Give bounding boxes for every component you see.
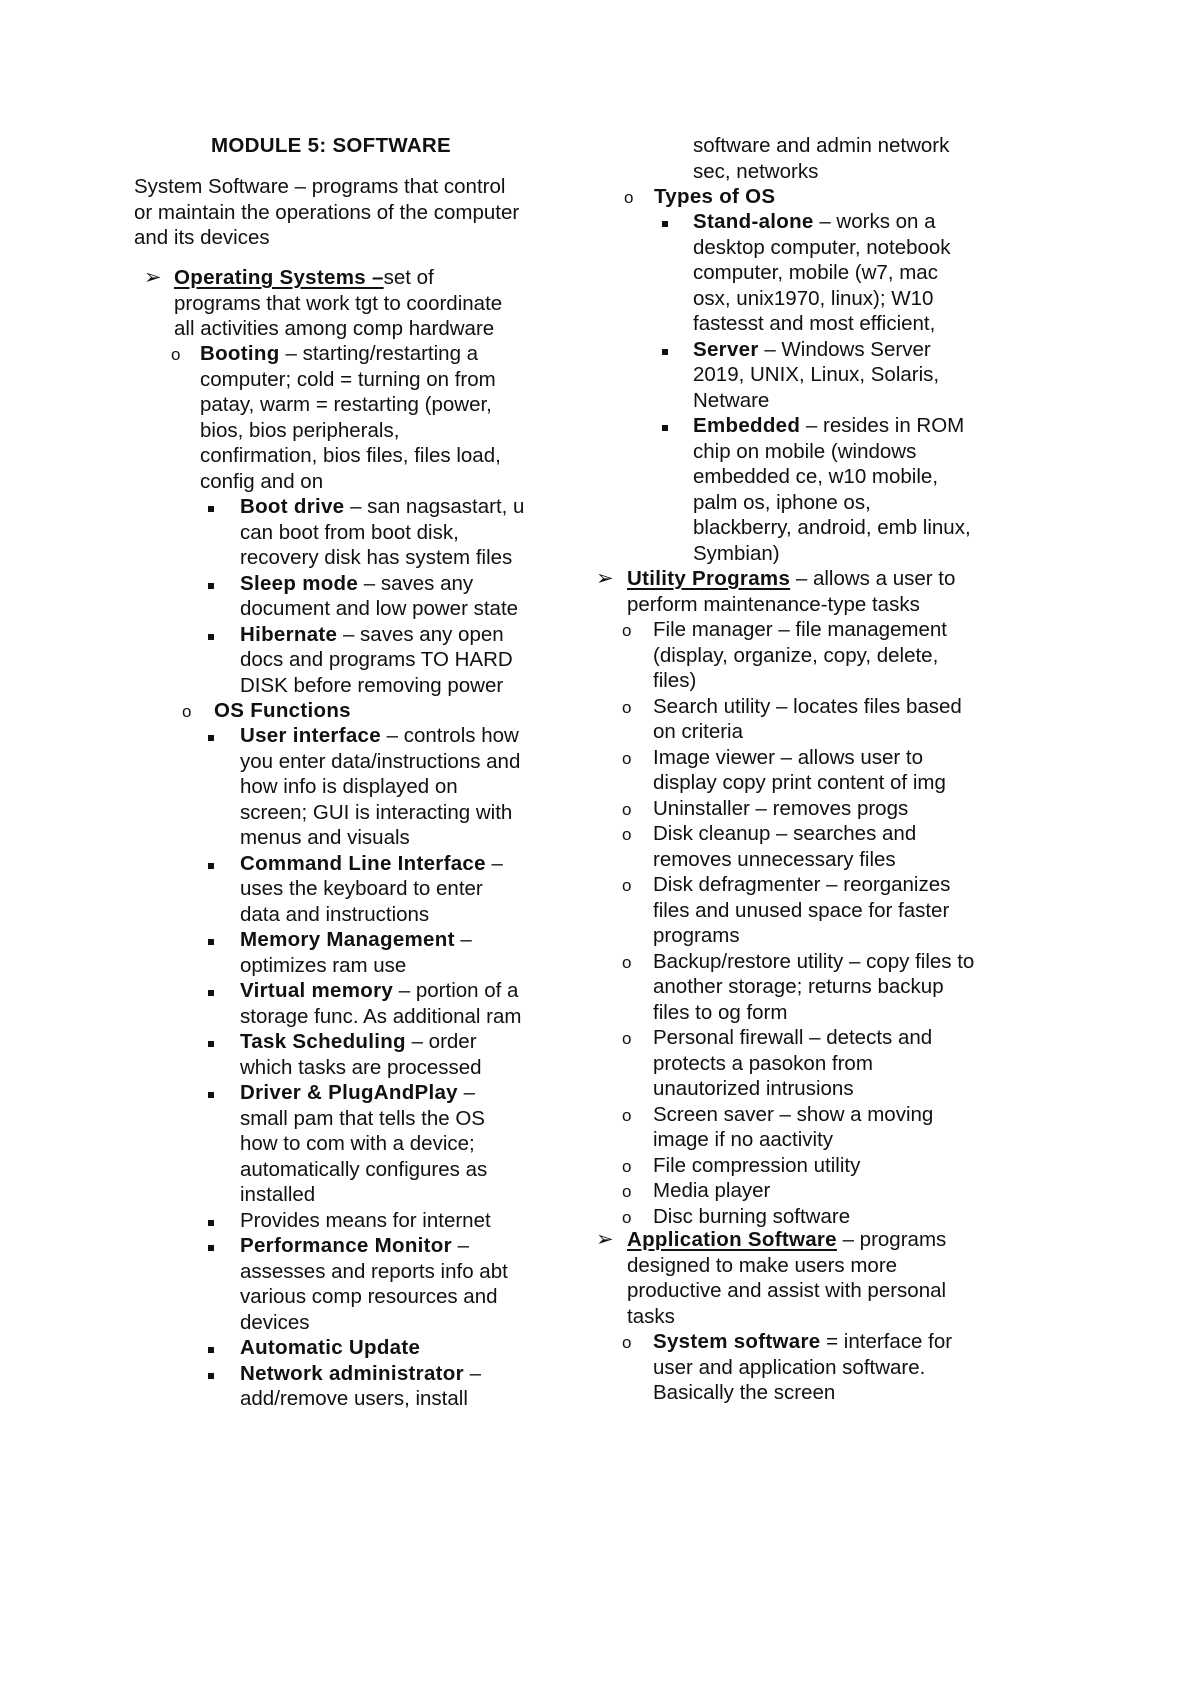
square-bullet-icon bbox=[208, 580, 214, 589]
square-bullet-icon bbox=[208, 987, 214, 996]
utility-item-line bbox=[653, 769, 946, 797]
entry-text: bios, bios peripherals, bbox=[200, 418, 400, 442]
entry-text: – Windows Server bbox=[758, 337, 931, 361]
function-item bbox=[240, 977, 518, 1005]
utility-item-line bbox=[653, 1075, 854, 1103]
arrow-bullet-icon: ➢ bbox=[596, 567, 614, 590]
entry-line bbox=[693, 540, 780, 568]
utility-item-text: Search utility – locates files based bbox=[653, 694, 962, 718]
utility-item-line bbox=[653, 1024, 932, 1052]
circle-bullet-icon: o bbox=[622, 1156, 632, 1176]
arrow-bullet-icon: ➢ bbox=[144, 266, 162, 289]
entry-line bbox=[693, 438, 916, 466]
square-bullet-icon bbox=[208, 503, 214, 512]
entry-line bbox=[627, 591, 920, 619]
entry-text: osx, unix1970, linux); W10 bbox=[693, 286, 934, 310]
entry-text: – allows a user to bbox=[790, 567, 956, 590]
utility-item-text: Disk cleanup – searches and bbox=[653, 822, 917, 845]
square-bullet-icon bbox=[662, 422, 668, 431]
utility-item-text: Backup/restore utility – copy files to bbox=[653, 949, 975, 973]
os-functions-text: OS Functions bbox=[214, 699, 351, 722]
types-of-os-text: Types of OS bbox=[654, 185, 776, 208]
utility-item-text: image if no aactivity bbox=[653, 1128, 834, 1151]
utility-item-text: File manager – file management bbox=[653, 618, 947, 641]
square-bullet-icon bbox=[662, 346, 668, 355]
entry-text: blackberry, android, emb linux, bbox=[693, 516, 971, 539]
utility-item-line bbox=[653, 744, 923, 772]
circle-bullet-icon: o bbox=[171, 345, 181, 364]
entry-text: Provides means for internet bbox=[240, 1208, 491, 1232]
continued-text: software and admin network bbox=[693, 134, 950, 157]
entry-line bbox=[693, 310, 935, 338]
square-bullet-icon bbox=[208, 1217, 214, 1226]
circle-bullet-icon: o bbox=[622, 621, 632, 640]
square-bullet-icon bbox=[208, 860, 214, 869]
os-functions-heading bbox=[214, 697, 351, 725]
utility-item-line bbox=[653, 642, 938, 670]
continued-text: sec, networks bbox=[693, 159, 819, 183]
entry-text: uses the keyboard to enter bbox=[240, 877, 483, 900]
os-type-item bbox=[693, 208, 936, 236]
entry-text: fastesst and most efficient, bbox=[693, 312, 936, 335]
entry-text: tasks bbox=[627, 1304, 675, 1328]
utility-item-line bbox=[653, 718, 743, 746]
utility-item-text: files and unused space for faster bbox=[653, 898, 950, 922]
entry-line bbox=[240, 773, 458, 801]
square-bullet-icon bbox=[208, 1242, 214, 1251]
entry-text: designed to make users more bbox=[627, 1253, 898, 1277]
square-bullet-icon bbox=[662, 218, 668, 227]
entry-line bbox=[240, 875, 483, 903]
entry-text: document and low power state bbox=[240, 597, 519, 620]
function-item bbox=[240, 1028, 477, 1056]
continued-line bbox=[693, 158, 818, 186]
entry-line bbox=[240, 1130, 475, 1158]
circle-bullet-icon: o bbox=[622, 952, 632, 972]
entry-line bbox=[240, 519, 459, 547]
entry-line bbox=[693, 387, 769, 415]
entry-text: – bbox=[451, 1234, 469, 1257]
entry-line bbox=[693, 234, 951, 262]
entry-text: – programs bbox=[836, 1228, 947, 1251]
entry-line bbox=[200, 366, 496, 394]
utility-item-text: (display, organize, copy, delete, bbox=[653, 643, 939, 667]
function-item bbox=[240, 1207, 491, 1235]
entry-text: various comp resources and bbox=[240, 1285, 498, 1308]
intro-line bbox=[134, 173, 505, 201]
entry-line bbox=[240, 1156, 487, 1184]
entry-text: – resides in ROM bbox=[800, 414, 965, 437]
entry-text: optimizes ram use bbox=[240, 953, 407, 977]
utility-item-text: programs bbox=[653, 924, 740, 947]
utility-item-line bbox=[653, 973, 944, 1001]
utility-item-line bbox=[653, 693, 962, 721]
entry-line bbox=[240, 1054, 482, 1082]
utility-item-text: protects a pasokon from bbox=[653, 1051, 873, 1075]
utility-item-text: Media player bbox=[653, 1179, 771, 1202]
utility-item-line bbox=[653, 871, 950, 899]
square-bullet-icon bbox=[208, 631, 214, 640]
utility-item-line bbox=[653, 616, 947, 644]
entry-text: config and on bbox=[200, 469, 324, 493]
entry-text: storage func. As additional ram bbox=[240, 1004, 522, 1028]
application-heading-line bbox=[627, 1226, 946, 1254]
entry-text: – works on a bbox=[813, 210, 936, 233]
application-heading: Application Software bbox=[627, 1228, 837, 1251]
entry-text: small pam that tells the OS bbox=[240, 1106, 485, 1130]
entry-text: productive and assist with personal bbox=[627, 1279, 947, 1302]
entry-text: – controls how bbox=[380, 724, 519, 747]
function-item bbox=[240, 1232, 469, 1260]
entry-line bbox=[240, 1003, 521, 1031]
entry-text: 2019, UNIX, Linux, Solaris, bbox=[693, 363, 940, 386]
entry-line bbox=[627, 1277, 946, 1305]
continued-line bbox=[693, 132, 949, 160]
utility-item-line bbox=[653, 820, 916, 848]
utility-item-text: Screen saver – show a moving bbox=[653, 1102, 934, 1126]
entry-heading: Server bbox=[693, 337, 759, 361]
entry-text: patay, warm = restarting (power, bbox=[200, 393, 492, 416]
utility-item-text: display copy print content of img bbox=[653, 771, 946, 794]
entry-line bbox=[240, 1181, 315, 1209]
arrow-bullet-icon: ➢ bbox=[596, 1228, 614, 1251]
utility-item-line bbox=[653, 922, 740, 950]
types-of-os-heading bbox=[654, 183, 775, 211]
entry-text: you enter data/instructions and bbox=[240, 749, 521, 773]
entry-text: installed bbox=[240, 1183, 316, 1206]
entry-line bbox=[653, 1379, 835, 1407]
entry-line bbox=[240, 595, 518, 623]
intro-line bbox=[134, 224, 270, 252]
utility-item-line bbox=[653, 667, 696, 695]
entry-line bbox=[653, 1354, 925, 1382]
intro-line bbox=[134, 199, 519, 227]
square-bullet-icon bbox=[208, 1344, 214, 1353]
utility-item-text: removes unnecessary files bbox=[653, 847, 896, 871]
intro-text: or maintain the operations of the computer bbox=[134, 200, 520, 224]
entry-line bbox=[240, 901, 429, 929]
entry-text: desktop computer, notebook bbox=[693, 235, 951, 259]
utility-item-line bbox=[653, 1101, 933, 1129]
page-title-text: MODULE 5: SOFTWARE bbox=[211, 134, 452, 157]
utility-item-text: Image viewer – allows user to bbox=[653, 745, 924, 769]
utility-item-text: another storage; returns backup bbox=[653, 975, 944, 998]
entry-text: embedded ce, w10 mobile, bbox=[693, 465, 939, 488]
circle-bullet-icon: o bbox=[622, 748, 632, 768]
entry-heading: Sleep mode bbox=[240, 571, 359, 595]
utility-item-text: Uninstaller – removes progs bbox=[653, 796, 909, 820]
square-bullet-icon bbox=[208, 1038, 214, 1047]
utility-heading: Utility Programs bbox=[627, 567, 791, 590]
function-item bbox=[240, 1079, 475, 1107]
entry-line bbox=[200, 391, 492, 419]
utility-item-text: on criteria bbox=[653, 720, 744, 743]
utility-item-line bbox=[653, 1126, 833, 1154]
entry-heading: Stand-alone bbox=[693, 210, 814, 233]
circle-bullet-icon: o bbox=[622, 1029, 632, 1048]
entry-line bbox=[693, 259, 938, 287]
entry-line bbox=[627, 1303, 675, 1331]
utility-item-text: files) bbox=[653, 669, 697, 692]
circle-bullet-icon: o bbox=[622, 1182, 632, 1201]
utility-item-text: files to og form bbox=[653, 1000, 788, 1024]
entry-heading: Automatic Update bbox=[240, 1336, 421, 1359]
entry-line bbox=[627, 1252, 897, 1280]
entry-line bbox=[174, 315, 494, 343]
entry-text: Symbian) bbox=[693, 541, 780, 565]
entry-line bbox=[240, 799, 512, 827]
entry-text: data and instructions bbox=[240, 902, 430, 926]
function-item bbox=[240, 722, 519, 750]
function-item bbox=[240, 1360, 481, 1388]
entry-line bbox=[240, 1385, 468, 1413]
utility-item-line bbox=[653, 897, 949, 925]
entry-line bbox=[240, 748, 520, 776]
entry-line bbox=[240, 1258, 508, 1286]
intro-text: and its devices bbox=[134, 226, 270, 249]
utility-item-line bbox=[653, 999, 787, 1027]
entry-heading: Performance Monitor bbox=[240, 1234, 452, 1257]
entry-text: confirmation, bios files, files load, bbox=[200, 444, 501, 467]
entry-text: menus and visuals bbox=[240, 826, 410, 849]
entry-heading: Network administrator bbox=[240, 1361, 464, 1385]
entry-text: how to com with a device; bbox=[240, 1132, 475, 1155]
entry-line bbox=[240, 1309, 310, 1337]
boot-item bbox=[240, 493, 524, 521]
entry-text: – saves any open bbox=[337, 622, 504, 646]
function-item bbox=[240, 850, 503, 878]
entry-text: assesses and reports info abt bbox=[240, 1259, 508, 1283]
entry-line bbox=[240, 1283, 498, 1311]
entry-text: docs and programs TO HARD bbox=[240, 648, 513, 671]
entry-line bbox=[240, 646, 513, 674]
entry-text: chip on mobile (windows bbox=[693, 439, 917, 463]
square-bullet-icon bbox=[208, 936, 214, 945]
circle-bullet-icon: o bbox=[622, 825, 632, 844]
entry-text: all activities among comp hardware bbox=[174, 317, 495, 340]
entry-line bbox=[200, 417, 399, 445]
entry-heading: Embedded bbox=[693, 414, 801, 437]
entry-line bbox=[693, 361, 939, 389]
entry-line bbox=[693, 285, 933, 313]
utility-heading-line bbox=[627, 565, 955, 593]
entry-line bbox=[200, 468, 323, 496]
entry-heading: Boot drive bbox=[240, 495, 345, 518]
entry-text: = interface for bbox=[820, 1330, 953, 1353]
entry-text: – bbox=[485, 851, 503, 875]
utility-item-line bbox=[653, 846, 896, 874]
entry-text: – saves any bbox=[358, 571, 474, 595]
entry-text: screen; GUI is interacting with bbox=[240, 800, 513, 824]
entry-heading: Driver & PlugAndPlay bbox=[240, 1081, 458, 1104]
circle-bullet-icon: o bbox=[622, 1207, 632, 1227]
booting-entry bbox=[200, 340, 478, 368]
circle-bullet-icon: o bbox=[624, 188, 634, 207]
entry-text: automatically configures as bbox=[240, 1157, 488, 1181]
square-bullet-icon bbox=[208, 1370, 214, 1379]
entry-text: – bbox=[463, 1361, 481, 1385]
utility-item-text: File compression utility bbox=[653, 1153, 861, 1177]
entry-text: – san nagsastart, u bbox=[344, 495, 525, 518]
entry-text: – starting/restarting a bbox=[285, 342, 479, 365]
function-item bbox=[240, 1334, 420, 1362]
entry-text: DISK before removing power bbox=[240, 673, 504, 697]
utility-item-text: unautorized intrusions bbox=[653, 1077, 854, 1100]
entry-heading: Hibernate bbox=[240, 622, 338, 646]
entry-text: how info is displayed on bbox=[240, 775, 458, 798]
entry-heading: Virtual memory bbox=[240, 979, 394, 1002]
entry-heading: Task Scheduling bbox=[240, 1030, 406, 1053]
entry-text: add/remove users, install bbox=[240, 1387, 468, 1410]
entry-line bbox=[174, 290, 502, 318]
os-heading: Operating Systems – bbox=[174, 266, 384, 289]
square-bullet-icon bbox=[208, 732, 214, 741]
utility-item-line bbox=[653, 948, 974, 976]
entry-line bbox=[693, 514, 971, 542]
boot-item bbox=[240, 621, 504, 649]
entry-heading: User interface bbox=[240, 724, 381, 747]
square-bullet-icon bbox=[208, 1089, 214, 1098]
entry-heading: System software bbox=[653, 1330, 821, 1353]
entry-line bbox=[240, 1105, 485, 1133]
circle-bullet-icon: o bbox=[622, 799, 632, 819]
entry-line bbox=[240, 824, 410, 852]
utility-item-line bbox=[653, 1177, 770, 1205]
circle-bullet-icon: o bbox=[622, 1105, 632, 1125]
utility-item-line bbox=[653, 1050, 873, 1078]
utility-item-line bbox=[653, 1152, 860, 1180]
entry-text: – bbox=[454, 928, 472, 951]
entry-text: devices bbox=[240, 1310, 310, 1334]
circle-bullet-icon: o bbox=[182, 702, 192, 721]
entry-heading: Command Line Interface bbox=[240, 851, 486, 875]
entry-line bbox=[240, 544, 512, 572]
utility-item-text: Disk defragmenter – reorganizes bbox=[653, 873, 951, 896]
entry-text: set of bbox=[383, 266, 434, 289]
os-type-item bbox=[693, 412, 964, 440]
intro-text: System Software – programs that control bbox=[134, 175, 506, 198]
entry-text: programs that work tgt to coordinate bbox=[174, 291, 503, 315]
entry-text: which tasks are processed bbox=[240, 1055, 482, 1079]
entry-line bbox=[200, 442, 501, 470]
entry-line bbox=[693, 463, 938, 491]
entry-text: – bbox=[457, 1081, 475, 1104]
utility-item-text: Disc burning software bbox=[653, 1204, 851, 1228]
entry-text: – portion of a bbox=[393, 979, 519, 1002]
entry-line bbox=[693, 489, 871, 517]
entry-text: Netware bbox=[693, 388, 770, 412]
entry-text: Basically the screen bbox=[653, 1381, 836, 1404]
utility-item-text: Personal firewall – detects and bbox=[653, 1026, 933, 1049]
os-type-item bbox=[693, 336, 931, 364]
entry-text: recovery disk has system files bbox=[240, 546, 513, 569]
entry-text: palm os, iphone os, bbox=[693, 490, 871, 514]
entry-text: user and application software. bbox=[653, 1355, 926, 1379]
os-heading-line bbox=[174, 264, 434, 292]
entry-line bbox=[240, 672, 503, 700]
entry-heading: Booting bbox=[200, 342, 280, 365]
function-item bbox=[240, 926, 472, 954]
entry-text: computer, mobile (w7, mac bbox=[693, 261, 938, 284]
circle-bullet-icon: o bbox=[622, 876, 632, 895]
entry-line bbox=[240, 952, 406, 980]
entry-text: computer; cold = turning on from bbox=[200, 367, 496, 391]
entry-text: can boot from boot disk, bbox=[240, 520, 459, 544]
circle-bullet-icon: o bbox=[622, 1333, 632, 1352]
boot-item bbox=[240, 570, 473, 598]
page-title bbox=[211, 132, 451, 160]
entry-text: – order bbox=[405, 1030, 477, 1053]
entry-text: perform maintenance-type tasks bbox=[627, 592, 920, 616]
circle-bullet-icon: o bbox=[622, 697, 632, 717]
system-software-item bbox=[653, 1328, 952, 1356]
utility-item-line bbox=[653, 795, 908, 823]
entry-heading: Memory Management bbox=[240, 928, 455, 951]
